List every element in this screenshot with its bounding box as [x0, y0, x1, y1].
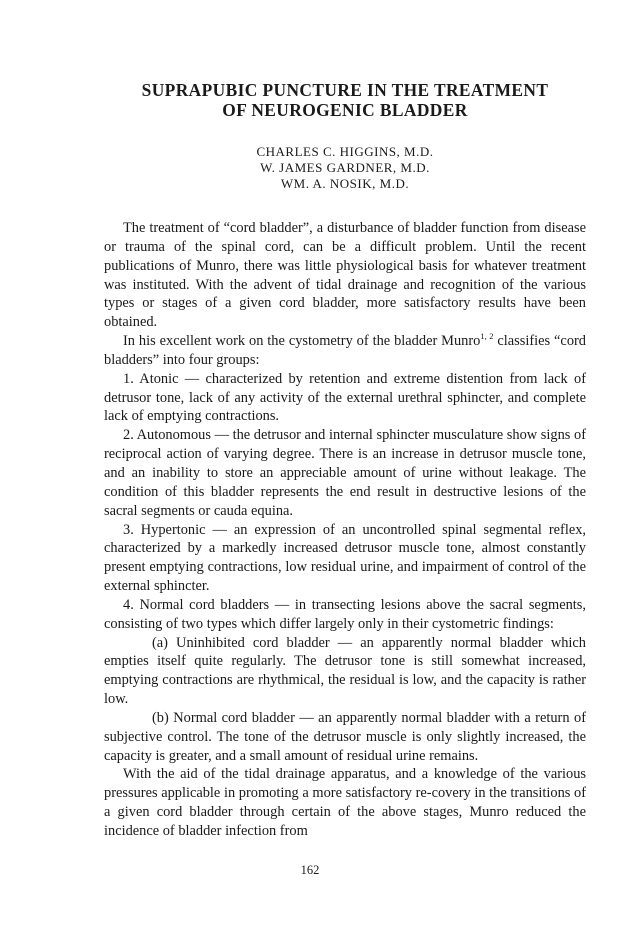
article-title: [104, 80, 586, 120]
paragraph-classification-text-end: classifies “cord bladders” into four groups:: [104, 333, 586, 368]
author-name: CHARLES C. HIGGINS, M.D.: [256, 144, 434, 159]
author-list: [104, 144, 586, 192]
page-number: 162: [300, 863, 320, 877]
article-title-line-1: SUPRAPUBIC PUNCTURE IN THE TREATMENT: [141, 80, 549, 100]
paragraph-classification-text: In his excellent work on the cystometry of the bladder Munro: [123, 333, 481, 350]
paragraph-tidal-drainage: With the aid of the tidal drainage apparatus, and a knowledge of the various pressures applicable in promoting a more satisfactory re-covery in the transitions of a given cord bladder through certain of the above stages, Munro reduced the incidence of bladder infection from: [104, 766, 586, 839]
paragraph-group-autonomous: 2. Autonomous — the detrusor and internal sphincter musculature show signs of reciprocal action of varying degree. There is an increase in detrusor muscle tone, and an inability to store an appreciable amount of urine without leakage. The condition of this bladder represents the end result in destructive lesions of the sacral segments or cauda equina.: [104, 427, 586, 519]
paragraph-group-atonic: 1. Atonic — characterized by retention and extreme distention from lack of detrusor tone, lack of any activity of the external urethral sphincter, and complete lack of emptying contractions.: [104, 370, 586, 425]
author-name: W. JAMES GARDNER, M.D.: [260, 160, 430, 175]
article-title-line-2: OF NEUROGENIC BLADDER: [222, 100, 468, 120]
reference-superscript: 1, 2: [480, 331, 494, 342]
paragraph-classification: [104, 332, 586, 370]
paragraph-subtype-normal: (b) Normal cord bladder — an apparently normal bladder with a return of subjective control. The tone of the detrusor muscle is only slightly increased, the capacity is greater, and a small amount of residual urine remains.: [104, 709, 586, 764]
paragraph-intro: The treatment of “cord bladder”, a disturbance of bladder function from disease or trauma of the spinal cord, can be a difficult problem. Until the recent publications of Munro, there was little physiological basis for whatever treatment was instituted. With the advent of tidal drainage and recognition of the various types or stages of a given cord bladder, more satisfactory results have been obtained.: [104, 220, 586, 331]
paragraph-subtype-uninhibited: (a) Uninhibited cord bladder — an apparently normal bladder which empties itself quite regularly. The detrusor tone is still somewhat increased, emptying contractions are rhythmical, the residual is low, and the capacity is rather low.: [104, 634, 586, 708]
article-page: [104, 80, 586, 841]
article-body: [104, 219, 586, 841]
paragraph-group-hypertonic: 3. Hypertonic — an expression of an uncontrolled spinal segmental reflex, characterized by a markedly increased detrusor muscle tone, almost constantly present emptying contractions, low residual urine, and impairment of control of the external sphincter.: [104, 521, 586, 595]
paragraph-group-normal: 4. Normal cord bladders — in transecting lesions above the sacral segments, consisting of two types which differ largely only in their cystometric findings:: [104, 596, 586, 632]
author-name: WM. A. NOSIK, M.D.: [280, 176, 410, 191]
